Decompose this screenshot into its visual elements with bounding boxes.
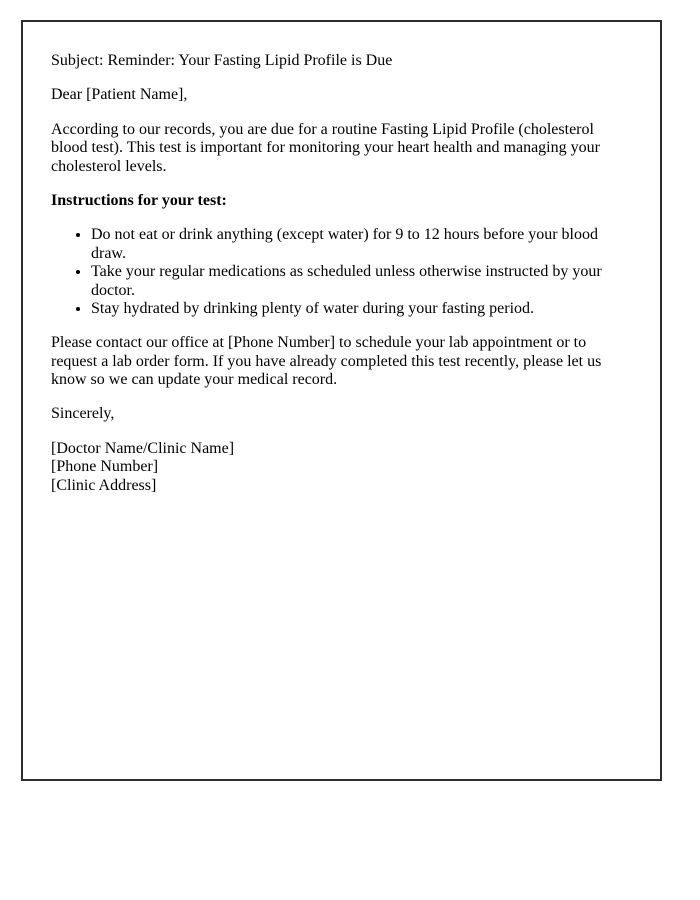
contact-paragraph: Please contact our office at [Phone Number] to schedule your lab appointment or to request a lab order form. If you have already completed this test recently, please let us know so we can update your medical record. — [51, 334, 602, 389]
intro-paragraph: According to our records, you are due for a routine Fasting Lipid Profile (cholesterol blood test). This test is important for monitoring your heart health and managing your cholesterol levels. — [51, 120, 600, 175]
signature-block — [51, 440, 632, 495]
instructions-list — [51, 226, 632, 318]
instruction-item-fasting: • Do not eat or drink anything (except water) for 9 to 12 hours before your blood draw. — [91, 226, 632, 263]
instruction-item-medications: • Take your regular medications as scheduled unless otherwise instructed by your doctor. — [91, 263, 632, 300]
instruction-item-hydration: • Stay hydrated by drinking plenty of water during your fasting period. — [91, 300, 632, 318]
signature-phone-number: [Phone Number] — [51, 458, 159, 476]
signature-clinic-address: [Clinic Address] — [51, 476, 157, 494]
greeting: Dear [Patient Name], — [51, 86, 188, 104]
letter-document — [21, 20, 662, 781]
instructions-heading: Instructions for your test: — [51, 191, 227, 209]
signature-doctor-name: [Doctor Name/Clinic Name] — [51, 439, 235, 457]
subject-line: Subject: Reminder: Your Fasting Lipid Profile is Due — [51, 52, 393, 69]
closing: Sincerely, — [51, 405, 115, 423]
